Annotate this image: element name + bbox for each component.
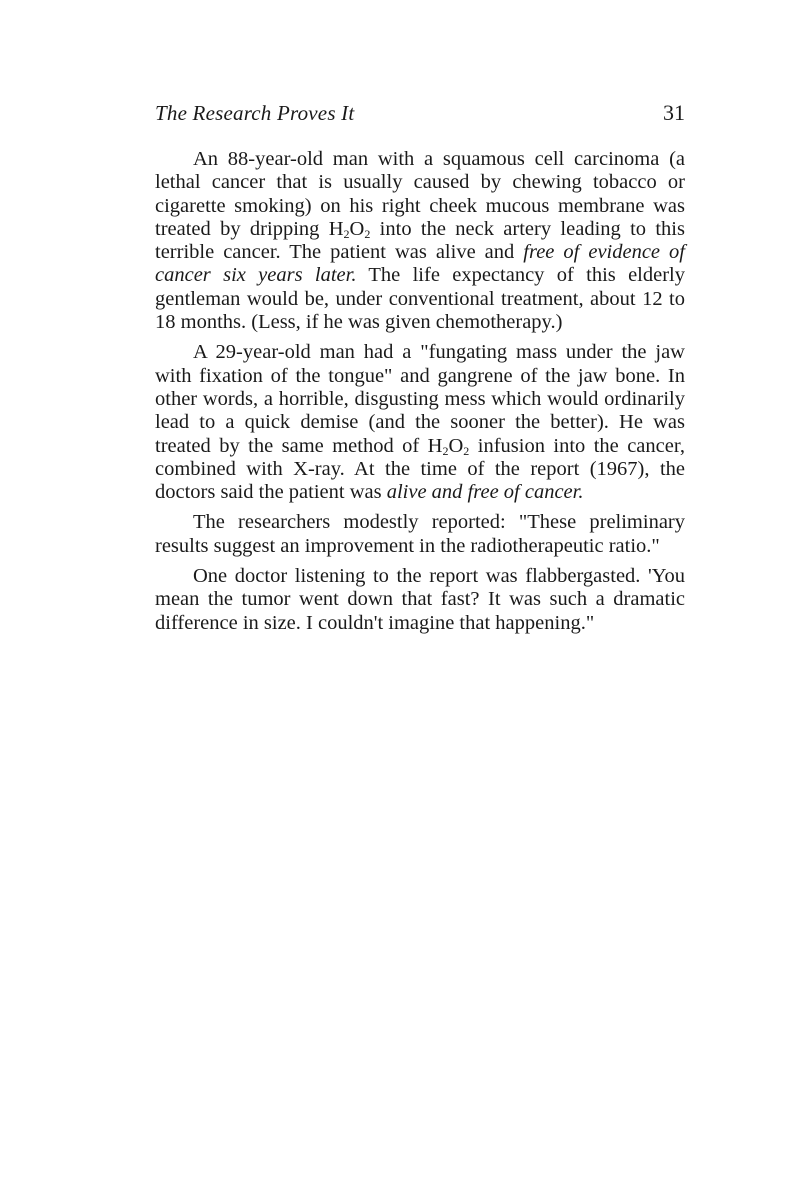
paragraph-4 bbox=[155, 565, 685, 635]
text-segment: One doctor listening to the report was flabbergasted. 'You mean the tumor went down that fast? It was such a dramatic difference in size. I couldn't imagine that happening." bbox=[155, 565, 685, 634]
subscript: 2 bbox=[364, 226, 371, 241]
paragraph-2 bbox=[155, 341, 685, 504]
running-header bbox=[155, 100, 685, 140]
page-number: 31 bbox=[663, 100, 685, 125]
text-segment: The researchers modestly reported: "These preliminary results suggest an improvement in the radiotherapeutic ratio." bbox=[155, 511, 685, 557]
italic-segment: free of evidence of cancer six years later. bbox=[155, 241, 685, 287]
subscript: 2 bbox=[442, 443, 449, 458]
text-segment: The life expectancy of this elderly gentleman would be, under conventional treatment, about 12 to 18 months. (Less, if he was given chemotherapy.) bbox=[155, 264, 685, 334]
subscript: 2 bbox=[343, 226, 350, 241]
book-page bbox=[155, 100, 685, 635]
italic-segment: alive and free of cancer. bbox=[386, 481, 584, 504]
text-segment: infusion into the cancer, combined with X-ray. At the time of the report (1967), the doctors said the patient was bbox=[155, 434, 685, 504]
paragraph-3 bbox=[155, 511, 685, 558]
text-segment: O bbox=[448, 434, 464, 457]
text-segment: O bbox=[349, 217, 365, 240]
text-segment: An 88-year-old man with a squamous cell carcinoma (a lethal cancer that is usually caused by chewing tobacco or cigarette smoking) on his right cheek mucous membrane was treated by dripping H bbox=[155, 148, 685, 240]
text-segment: into the neck artery leading to this terrible cancer. The patient was alive and bbox=[155, 217, 685, 264]
text-segment: A 29-year-old man had a "fungating mass under the jaw with fixation of the tongue" and gangrene of the jaw bone. In other words, a horrible, disgusting mess which would ordinarily lead to a quick demise (and the sooner the better). He was treated by the same method of H bbox=[155, 341, 685, 457]
paragraph-1 bbox=[155, 148, 685, 334]
subscript: 2 bbox=[463, 443, 470, 458]
body-text bbox=[155, 148, 685, 635]
running-title: The Research Proves It bbox=[155, 101, 355, 125]
